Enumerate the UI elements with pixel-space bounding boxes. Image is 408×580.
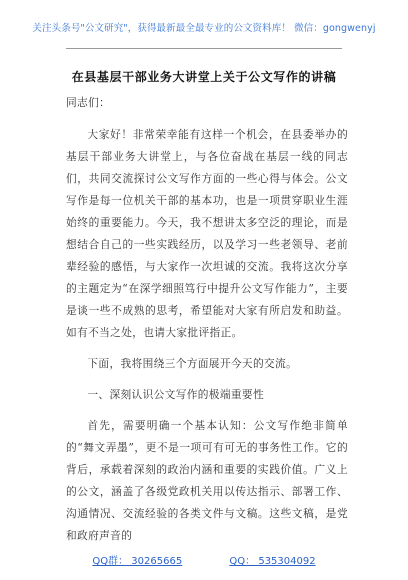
section-heading-1: 一、深刻认识公文写作的极端重要性: [87, 388, 264, 401]
document-title: 在县基层干部业务大讲堂上关于公文写作的讲稿: [71, 70, 337, 84]
paragraph-section-1: 首先，需要明确一个基本认知：公文写作绝非简单的“舞文弄墨”，更不是一项可有可无的事务性工作。它的背后，承载着深刻的政治内涵和重要的实践价值。广义上的公文，涵盖了各级党政机关用以传达指示、部署工作、沟通情况、交流经验的各类文件与文稿。这些文稿，是党和政府声音的: [66, 419, 348, 542]
paragraph-intro: 大家好！非常荣幸能有这样一个机会，在县委举办的基层干部业务大讲堂上，与各位奋战在基层一线的同志们，共同交流探讨公文写作方面的一些心得与体会。公文写作是每一位机关干部的基本功，也是一项贯穿职业生涯始终的重要能力。今天，我不想讲太多空泛的理论，而是想结合自己的一些实践经历，以及学习一些老领导、老前辈经验的感悟，与大家作一次坦诚的交流。我将这次分享的主题定为“在深学细照笃行中提升公文写作能力”，主要是谈一些不成熟的思考，希望能对大家有所启发和助益。如有不当之处，也请大家批评指正。: [66, 128, 348, 339]
salutation: 同志们：: [66, 96, 111, 109]
header-banner: 关注头条号"公文研究"，获得最新最全最专业的公文资料库！ 微信：gongwenyj: [32, 23, 376, 34]
footer-qq-group[interactable]: QQ群： 30265665: [92, 556, 183, 567]
header-divider: [66, 48, 342, 49]
footer-qq[interactable]: QQ： 535304092: [229, 556, 316, 567]
paragraph-outline: 下面，我将围绕三个方面展开今天的交流。: [87, 357, 298, 370]
document-body: [66, 92, 348, 556]
footer-contact: [0, 552, 408, 567]
